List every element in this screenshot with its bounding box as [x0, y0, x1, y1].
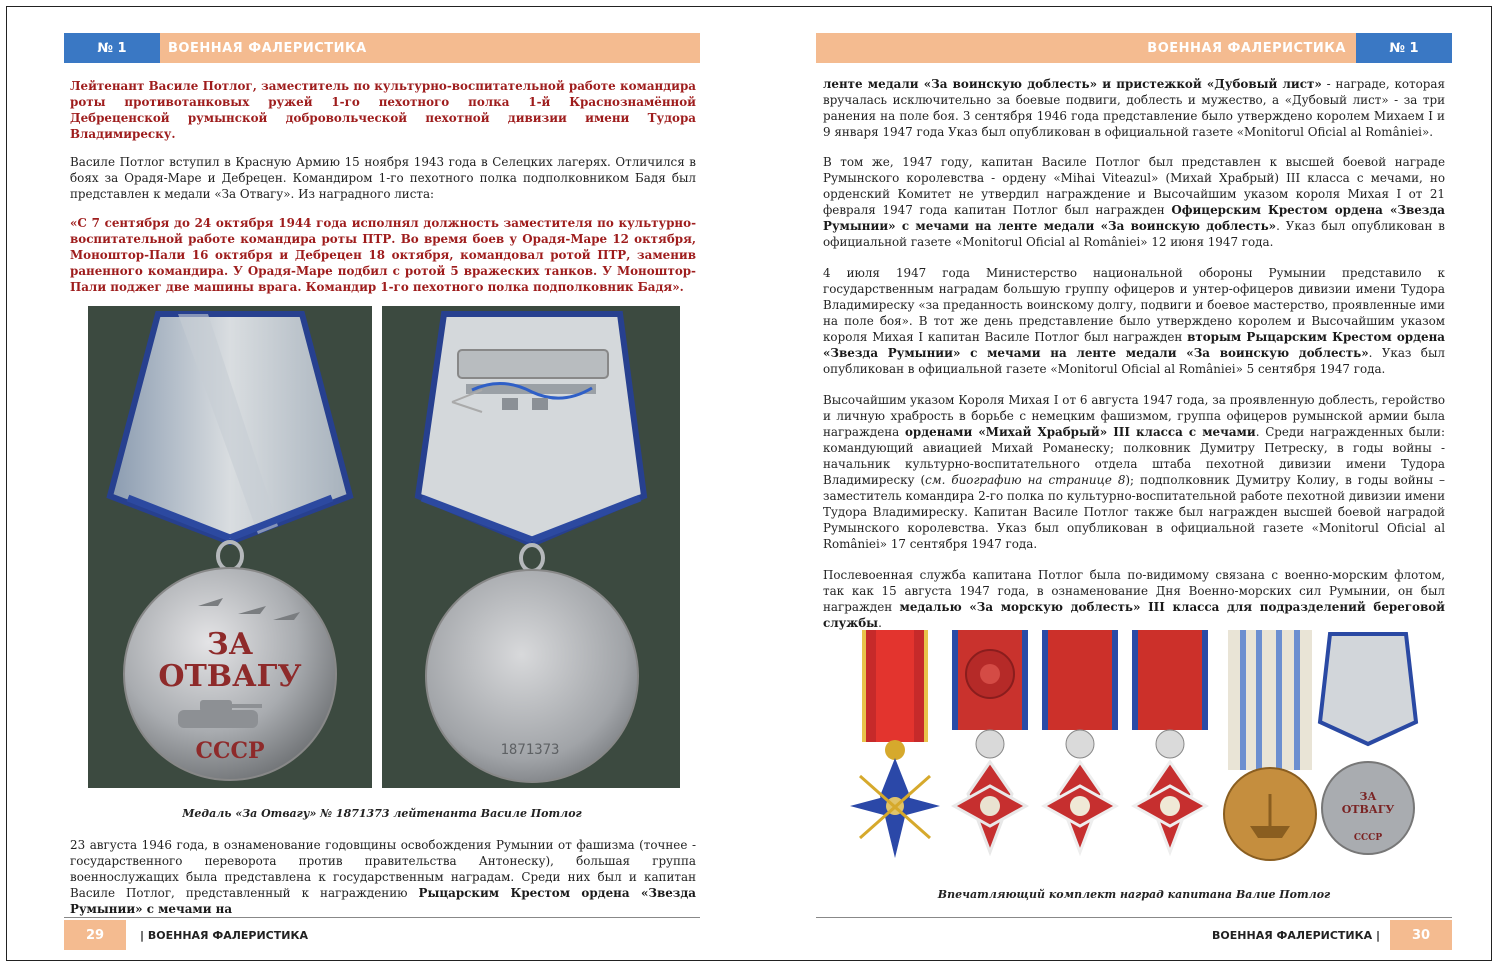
- knight-cross-2: [1132, 630, 1208, 852]
- naval-bold: медалью «За морскую доблесть» III класса для подразделений береговой службы: [823, 600, 1445, 630]
- continuation-text: - награде, которая вручалась исключительно за боевые подвиги, доблесть и мужество, а «Дубовый лист» - за три ранения на поле боя. 3 сентября 1946 года представление было утверждено королем Михаем I и 9 января 1947 года Указ был опубликован в официальной газете «Monitorul Oficial al României».: [823, 77, 1445, 139]
- small-medal-line1: ЗА: [1359, 790, 1377, 803]
- left-page-number: 29: [64, 920, 126, 950]
- magazine-title: ВОЕННАЯ ФАЛЕРИСТИКА: [168, 40, 367, 56]
- award-sheet-quote: «С 7 сентября до 24 октября 1944 года исполнял должность заместителя по культурно-воспитательной работе командира роты ПТР. Во время боев у Орадя-Маре 12 октября, Моноштор-Пали 16 октября и Дебрецен 18 октября, командовал ротой ПТР, заменив раненного командира. У Орадя-Маре подбил с ротой 5 вражеских танков. У Моноштор-Пали поджег две машины врага. Командир 1-го пехотного полка подполковник Бадя».: [70, 216, 696, 294]
- left-footer-magazine: ВОЕННАЯ ФАЛЕРИСТИКА: [147, 928, 308, 942]
- continuation-paragraph: [823, 76, 1445, 140]
- officer-cross-paragraph: [823, 154, 1445, 250]
- medal-inscription-line2: ОТВАГУ: [158, 659, 302, 694]
- magazine-title-right: ВОЕННАЯ ФАЛЕРИСТИКА: [1147, 40, 1346, 56]
- medal-ussr-inscription: СССР: [195, 738, 265, 764]
- right-footer-magazine: ВОЕННАЯ ФАЛЕРИСТИКА: [1212, 928, 1373, 942]
- biography-reference: см. биографию на странице 8: [925, 473, 1126, 487]
- left-text-bottom: [70, 837, 696, 917]
- second-cross-bold: вторым Рыцарским Крестом ордена «Звезда Румынии» с мечами на ленте медали «За воинскую доблесть»: [823, 330, 1445, 360]
- small-medal-line2: ОТВАГУ: [1341, 803, 1395, 816]
- naval-text-a: Послевоенная служба капитана Потлог была по-видимому связана с военно-морским флотом, так как 15 августа 1947 года, в ознаменование Дня Военно-морских сил Румынии, он был награжден: [823, 568, 1445, 614]
- right-header-bar: [816, 33, 1452, 63]
- issue-number-right: № 1: [1356, 33, 1452, 63]
- mihai-viteazul-paragraph: [823, 392, 1445, 552]
- officer-cross-text-a: В том же, 1947 году, капитан Василе Потлог был представлен к высшей боевой награде Румынского королевства - ордену «Mihai Viteazul» (Михай Храбрый) III класса с мечами, но орденский Комитет не утвердил награждение и Высочайшим указом короля Михая I от 21 февраля 1947 года капитан Потлог был награжден: [823, 155, 1445, 217]
- mihai-text-a: Высочайшим указом Короля Михая I от 6 августа 1947 года, за проявленную доблесть, геройство и личную храбрость в борьбе с немецким фашизмом, группа офицеров румынской армии была награждена: [823, 393, 1445, 439]
- second-knight-cross-paragraph: [823, 265, 1445, 377]
- medal-reverse-illustration: [382, 306, 680, 788]
- left-footer: [64, 920, 308, 950]
- mihai-text-e: ); подполковник Думитру Колиу, в годы войны – заместитель командира 2-го полка по культурно-воспитательной работе пехотной дивизии имени Тудора Владимиреску. Капитан Василе Потлог также был награжден высшей боевой наградой Румынского королевства. Указ был опубликован в официальной газете «Monitorul Oficial al României» 17 сентября 1947 года.: [823, 473, 1445, 551]
- medal-front-photo: [88, 306, 372, 788]
- medal-reverse-photo: [382, 306, 680, 788]
- medal-inscription-line1: ЗА: [206, 627, 254, 662]
- mihai-bold: орденами «Михай Храбрый» III класса с мечами: [904, 425, 1256, 439]
- issue-number: № 1: [64, 33, 160, 63]
- right-page-number: 30: [1390, 920, 1452, 950]
- intro-paragraph: Василе Потлог вступил в Красную Армию 15 ноября 1943 года в Селецких лагерях. Отличился в боях за Орадя-Маре и Дебрецен. Командиром 1-го пехотного полка подполковником Бадя был представлен к медали «За Отвагу». Из наградного листа:: [70, 155, 696, 201]
- officer-cross-text-c: . Указ был опубликован в официальной газете «Monitorul Oficial al României» 12 июня 1947 года.: [823, 219, 1445, 249]
- mihai-text-c: . Среди награжденных были: командующий авиацией Михай Романеску; полковник Думитру Петреску, в годы войны - начальник культурно-воспитательного отдела штаба пехотной дивизии имени Тудора Владимиреску (: [823, 425, 1445, 487]
- left-text-top: [70, 78, 696, 295]
- right-footer: [816, 920, 1452, 950]
- second-cross-text-c: . Указ был опубликован в официальной газете «Monitorul Oficial al României» 5 сентября 1947 года.: [823, 346, 1445, 376]
- officer-cross-bold: Офицерским Крестом ордена «Звезда Румынии» с мечами на ленте медали «За воинскую доблесть»: [823, 203, 1446, 233]
- naval-medal-paragraph: [823, 567, 1445, 631]
- left-footer-title: | ВОЕННАЯ ФАЛЕРИСТИКА: [140, 928, 308, 942]
- article-heading: Лейтенант Василе Потлог, заместитель по культурно-воспитательной работе командира роты противотанковых ружей 1-го пехотного полка 1-й Краснознамённой Дебреценской румынской добровольческой пехотной дивизии имени Тудора Владимиреску.: [70, 79, 696, 141]
- right-text: [823, 76, 1445, 631]
- knight-cross-1: [1042, 630, 1118, 852]
- bravery-medal-small: [1320, 634, 1416, 854]
- right-page: [790, 10, 1480, 955]
- naval-valour-medal: [1224, 630, 1316, 860]
- right-footer-title: ВОЕННАЯ ФАЛЕРИСТИКА |: [1212, 928, 1380, 942]
- awards-set-illustration: [842, 626, 1452, 876]
- right-footer-rule: [816, 917, 1452, 918]
- 1946-award-paragraph: [70, 837, 696, 917]
- left-footer-rule: [64, 917, 700, 918]
- officer-cross: [952, 630, 1028, 852]
- medal-front-illustration: [88, 306, 372, 788]
- order-star-of-romania: [850, 630, 940, 858]
- second-cross-text-a: 4 июля 1947 года Министерство национальной обороны Румынии представило к государственным наградам большую группу офицеров и унтер-офицеров дивизии имени Тудора Владимиреску «за преданность воинскому долгу, подвиги и боевое мастерство, проявленные ими на поле боя». В тот же день представление было утверждено королем и Высочайшим указом короля Михая I капитан Василе Потлог был награжден: [823, 266, 1445, 344]
- left-header-bar: [64, 33, 700, 63]
- medal-serial-number: 1871373: [500, 742, 560, 758]
- small-medal-ussr: СССР: [1353, 833, 1383, 843]
- 1946-award-bold: Рыцарским Крестом ордена «Звезда Румынии» с мечами на: [70, 886, 696, 916]
- awards-set-photo: [842, 626, 1452, 876]
- continuation-bold: ленте медали «За воинскую доблесть» и пристежкой «Дубовый лист»: [823, 77, 1322, 91]
- 1946-award-text: 23 августа 1946 года, в ознаменование годовщины освобождения Румынии от фашизма (точнее - государственного переворота против правительства Антонеску), большая группа военнослужащих была представлена к государственным наградам. Среди них был и капитан Василе Потлог, представленный к награждению: [70, 838, 696, 900]
- awards-set-caption: Впечатляющий комплект наград капитана Валие Потлог: [937, 888, 1331, 901]
- medal-photo-caption: Медаль «За Отвагу» № 1871373 лейтенанта Василе Потлог: [182, 807, 582, 820]
- naval-text-c: .: [878, 616, 882, 630]
- left-page: [20, 10, 720, 955]
